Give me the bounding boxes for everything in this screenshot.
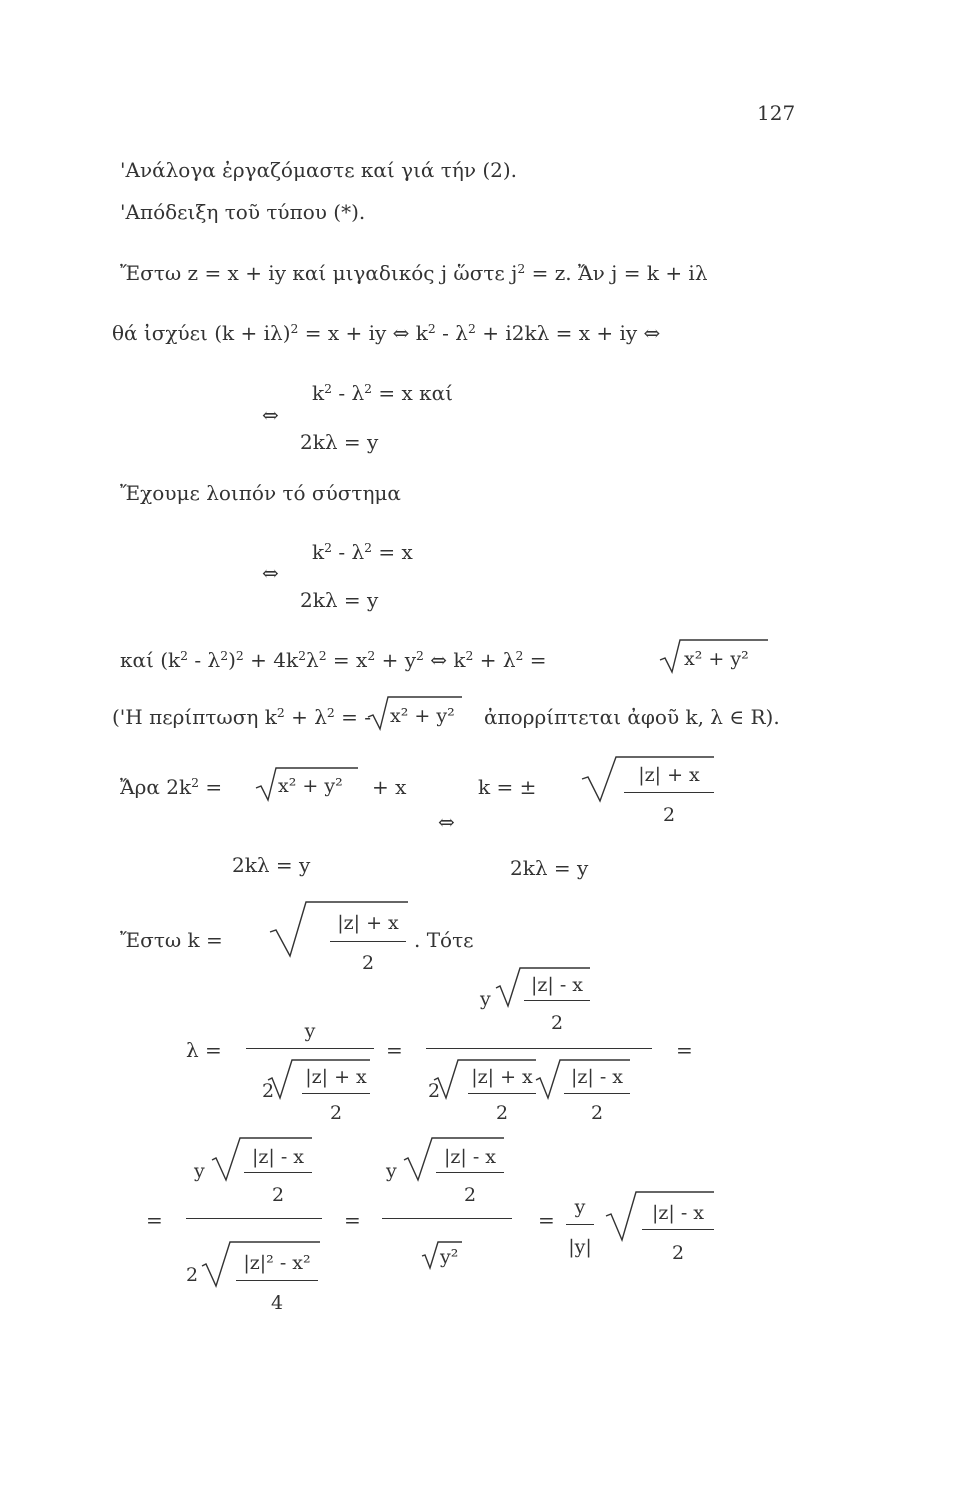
tote-text: . Τότε [414, 928, 474, 952]
g1-num-y: y [194, 1160, 205, 1182]
text-line-7: ('Η περίπτωση $k^2 + \lambda^2$ = - [112, 705, 372, 729]
f1-den-coef: 2 [262, 1080, 275, 1102]
f1-bar [246, 1048, 374, 1049]
g3-denominator: |y| [568, 1236, 592, 1258]
f2-den-den-2: 2 [590, 1102, 604, 1124]
g1-den-bar [236, 1280, 318, 1281]
g2-num-bar [436, 1172, 504, 1173]
f2-den-num-1: |z| + x [471, 1066, 533, 1088]
page-number: 127 [757, 101, 796, 125]
plus-x: + x [372, 775, 407, 799]
g1-den-den: 4 [270, 1292, 284, 1314]
f2-num-num: |z| - x [530, 974, 584, 996]
g1-num-num: |z| - x [251, 1146, 305, 1168]
system-1-eq-2: 2kλ = y [300, 430, 379, 454]
f1-numerator: y [304, 1020, 316, 1042]
frac-5-numerator: |z| + x [337, 912, 399, 934]
equals-5: = [538, 1208, 555, 1232]
f2-den-bar-1 [468, 1093, 536, 1094]
iff-symbol-2: ⇔ [262, 561, 279, 585]
g1-bar [186, 1218, 322, 1219]
g3-rad-bar [642, 1229, 714, 1230]
frac-4-bar [624, 792, 714, 793]
sqrt-radicand-1: x² + y² [684, 648, 749, 670]
k-equals-plusminus: k = ± [478, 775, 537, 799]
g2-num-y: y [386, 1160, 397, 1182]
system-2-eq-2: 2kλ = y [300, 588, 379, 612]
f2-bar [426, 1048, 652, 1049]
text-line-10: Ἔστω k = [120, 928, 223, 952]
f2-den-bar-2 [564, 1093, 630, 1094]
g1-num-bar [244, 1172, 312, 1173]
text-line-9-left: 2kλ = y [232, 853, 311, 877]
text-line-1: 'Ανάλογα ἐργαζόμαστε καί γιά τήν (2). [120, 158, 518, 182]
g3-numerator: y [574, 1196, 586, 1218]
g1-den-num: |z|² - x² [243, 1252, 311, 1274]
frac-4-numerator: |z| + x [638, 764, 700, 786]
f2-den-coef: 2 [428, 1080, 441, 1102]
sqrt-radicand-2: x² + y² [390, 705, 455, 727]
f2-num-bar [524, 1000, 590, 1001]
g2-num-num: |z| - x [443, 1146, 497, 1168]
system-2-eq-1: $k^2 - \lambda^2 = x$ [312, 540, 413, 564]
text-line-9-right: 2kλ = y [510, 856, 589, 880]
g2-bar [382, 1218, 512, 1219]
text-line-4: θά ἰσχύει $(k + i\lambda)^2 = x$ + iy ⇔ $k^2 - \lambda^2 + i2k\lambda = x$ + iy ⇔ [112, 321, 661, 345]
g3-rad-den: 2 [671, 1242, 685, 1264]
text-line-8: Ἄρα $2k^2$ = [120, 775, 223, 799]
frac-5-bar [330, 941, 406, 942]
g2-num-den: 2 [463, 1184, 477, 1206]
f2-num-den: 2 [550, 1012, 564, 1034]
sqrt-radicand-3: x² + y² [278, 775, 343, 797]
text-line-6: καί $(k^2 - \lambda^2)^2 + 4k^2\lambda^2 = x^2 + y^2$ ⇔ $k^2 + \lambda^2$ = [120, 648, 547, 672]
text-line-5: Ἔχουμε λοιπόν τό σύστημα [120, 481, 401, 505]
f2-den-den-1: 2 [495, 1102, 509, 1124]
f2-den-num-2: |z| - x [570, 1066, 624, 1088]
equals-4: = [344, 1208, 361, 1232]
equals-2: = [676, 1038, 693, 1062]
g1-num-den: 2 [271, 1184, 285, 1206]
f2-num-y: y [480, 988, 491, 1010]
f1-den-bar [302, 1093, 370, 1094]
iff-symbol-1: ⇔ [262, 403, 279, 427]
g3-bar [566, 1224, 594, 1225]
frac-5-denominator: 2 [361, 952, 375, 974]
g1-den-coef: 2 [186, 1264, 199, 1286]
frac-4-denominator: 2 [662, 804, 676, 826]
iff-symbol-3: ⇔ [438, 810, 455, 834]
text-line-3: Ἔστω z = x + iy καί μιγαδικός j ὥστε $j^2 = z$. Ἄν j = k + iλ [120, 261, 708, 285]
equals-1: = [386, 1038, 403, 1062]
g2-den-radicand: y² [440, 1246, 459, 1268]
f1-den-num: |z| + x [305, 1066, 367, 1088]
equals-3: = [146, 1208, 163, 1232]
lambda-equals: λ = [186, 1038, 222, 1062]
g3-rad-num: |z| - x [651, 1202, 705, 1224]
text-line-2: 'Απόδειξη τοῦ τύπου (*). [120, 200, 366, 224]
text-line-7-end: ἀπορρίπτεται ἀφοῦ k, λ ∈ R). [484, 705, 780, 729]
f1-den-den: 2 [329, 1102, 343, 1124]
system-1-eq-1: $k^2 - \lambda^2 = x$ καί [312, 381, 454, 405]
